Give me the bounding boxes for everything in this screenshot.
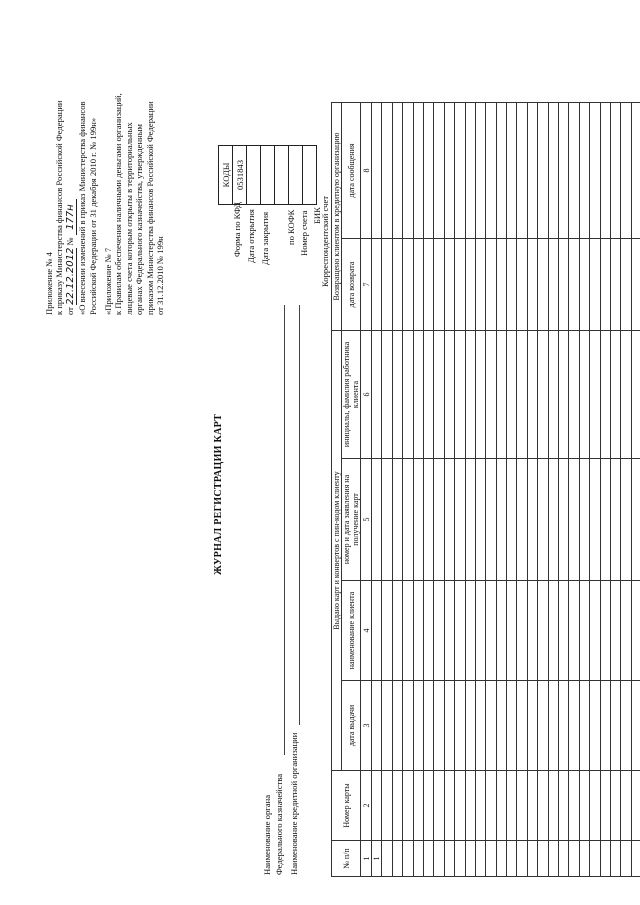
table-cell[interactable]	[382, 331, 392, 459]
table-cell[interactable]	[631, 581, 640, 681]
table-row	[455, 103, 465, 877]
table-cell[interactable]	[569, 459, 579, 581]
table-cell[interactable]	[579, 239, 589, 331]
table-cell[interactable]	[548, 239, 558, 331]
col-number: 4	[361, 581, 372, 681]
table-cell[interactable]	[413, 771, 423, 841]
col-number: 8	[361, 103, 372, 239]
table-cell[interactable]	[631, 681, 640, 771]
table-cell[interactable]	[610, 841, 620, 877]
table-row	[423, 103, 433, 877]
table-cell[interactable]	[590, 771, 600, 841]
sub-appendix-line: органах Федерального казначейства, утвержденным	[134, 124, 145, 315]
table-cell[interactable]	[517, 459, 527, 581]
table-cell[interactable]	[413, 331, 423, 459]
table-cell[interactable]	[559, 771, 569, 841]
table-cell[interactable]	[423, 239, 433, 331]
table-cell[interactable]	[392, 681, 402, 771]
table-cell[interactable]	[423, 681, 433, 771]
table-cell[interactable]	[496, 103, 506, 239]
table-cell[interactable]	[423, 841, 433, 877]
table-cell[interactable]	[465, 459, 475, 581]
table-cell[interactable]	[610, 681, 620, 771]
table-row	[590, 103, 600, 877]
table-cell[interactable]	[372, 459, 382, 581]
table-cell[interactable]	[600, 841, 610, 877]
table-cell[interactable]	[486, 581, 496, 681]
table-cell[interactable]	[423, 331, 433, 459]
table-cell[interactable]	[600, 581, 610, 681]
table-cell[interactable]	[527, 681, 537, 771]
sub-appendix-line: к Правилам обеспечения наличными деньгами организаций,	[113, 93, 124, 315]
label-credit-org: Наименование кредитной организации	[289, 732, 299, 875]
table-cell[interactable]	[434, 331, 444, 459]
table-cell[interactable]	[548, 841, 558, 877]
table-cell[interactable]	[631, 331, 640, 459]
table-cell[interactable]	[538, 239, 548, 331]
table-cell[interactable]	[507, 841, 517, 877]
table-cell[interactable]	[392, 459, 402, 581]
table-cell[interactable]	[590, 841, 600, 877]
sub-appendix-line: приказом Министерства финансов Российской Федерации	[144, 101, 155, 315]
table-cell[interactable]	[392, 771, 402, 841]
table-cell[interactable]	[527, 459, 537, 581]
col-number: 1	[361, 841, 372, 877]
table-row	[465, 103, 475, 877]
table-cell[interactable]	[548, 681, 558, 771]
table-cell[interactable]	[392, 239, 402, 331]
table-cell[interactable]	[475, 331, 485, 459]
table-cell[interactable]	[610, 771, 620, 841]
table-cell[interactable]	[590, 581, 600, 681]
table-cell[interactable]	[507, 103, 517, 239]
table-row	[538, 103, 548, 877]
table-cell[interactable]	[444, 771, 454, 841]
table-row	[600, 103, 610, 877]
table-cell[interactable]	[413, 581, 423, 681]
table-row	[444, 103, 454, 877]
table-cell[interactable]	[517, 239, 527, 331]
table-cell[interactable]	[403, 681, 413, 771]
table-cell[interactable]	[372, 239, 382, 331]
table-cell[interactable]	[392, 331, 402, 459]
table-cell[interactable]	[621, 331, 631, 459]
table-cell[interactable]	[517, 771, 527, 841]
table-cell[interactable]	[548, 771, 558, 841]
table-cell[interactable]	[590, 331, 600, 459]
table-cell[interactable]	[631, 239, 640, 331]
table-cell[interactable]	[423, 771, 433, 841]
okud-code: 0531843	[233, 146, 247, 205]
column-number-row	[361, 103, 372, 877]
table-cell[interactable]	[423, 459, 433, 581]
table-cell[interactable]	[579, 331, 589, 459]
table-row	[486, 103, 496, 877]
col-number: 5	[361, 459, 372, 581]
table-cell[interactable]	[403, 239, 413, 331]
handwritten-number: 177н	[66, 199, 77, 235]
table-cell[interactable]	[455, 771, 465, 841]
table-row	[631, 103, 640, 877]
table-cell[interactable]	[507, 459, 517, 581]
table-cell[interactable]	[475, 771, 485, 841]
codes-header: КОДЫ	[219, 146, 233, 205]
date-close-field[interactable]	[261, 146, 275, 205]
table-cell[interactable]	[507, 331, 517, 459]
table-row	[382, 103, 392, 877]
table-cell[interactable]	[631, 771, 640, 841]
col-number: 6	[361, 331, 372, 459]
table-cell[interactable]	[455, 239, 465, 331]
table-cell[interactable]	[423, 581, 433, 681]
label-form-okud: Форма по КФД	[232, 202, 242, 257]
table-cell[interactable]	[475, 239, 485, 331]
table-cell[interactable]	[475, 459, 485, 581]
appendix-line: Приложение № 4	[44, 252, 54, 315]
header-card-number: Номер карты	[332, 771, 361, 841]
table-cell[interactable]	[579, 459, 589, 581]
table-cell[interactable]	[465, 841, 475, 877]
table-row	[621, 103, 631, 877]
codes-box	[218, 145, 317, 205]
table-cell[interactable]	[569, 681, 579, 771]
table-cell[interactable]	[496, 459, 506, 581]
table-cell[interactable]	[600, 681, 610, 771]
table-row	[507, 103, 517, 877]
table-cell[interactable]	[455, 581, 465, 681]
table-cell[interactable]	[548, 459, 558, 581]
label-org-name: Наименование органа	[262, 794, 272, 875]
table-cell[interactable]	[579, 771, 589, 841]
label-kofk: по КОФК	[286, 209, 296, 245]
table-row	[527, 103, 537, 877]
table-cell[interactable]	[372, 581, 382, 681]
table-cell[interactable]	[475, 681, 485, 771]
table-row	[517, 103, 527, 877]
table-cell[interactable]	[403, 103, 413, 239]
table-row	[434, 103, 444, 877]
table-cell[interactable]	[579, 841, 589, 877]
table-cell[interactable]	[507, 239, 517, 331]
table-cell[interactable]	[559, 681, 569, 771]
table-cell[interactable]	[517, 331, 527, 459]
appendix-line: «О внесении изменений в приказ Министерства финансов	[77, 101, 88, 315]
card-register-table	[331, 102, 640, 877]
table-cell[interactable]	[569, 103, 579, 239]
date-prefix: от	[64, 307, 75, 315]
table-cell[interactable]	[444, 103, 454, 239]
appendix-line: к приказу Министерства финансов Российской Федерации	[54, 100, 65, 315]
table-cell[interactable]	[559, 103, 569, 239]
table-cell[interactable]	[621, 681, 631, 771]
table-cell[interactable]	[475, 103, 485, 239]
table-cell[interactable]	[621, 239, 631, 331]
table-cell[interactable]	[496, 681, 506, 771]
sub-appendix-line: «Приложение № 7	[103, 247, 114, 315]
table-cell[interactable]	[579, 681, 589, 771]
table-cell[interactable]	[486, 841, 496, 877]
table-cell[interactable]	[610, 331, 620, 459]
credit-org-line[interactable]	[299, 305, 300, 725]
table-cell[interactable]	[392, 841, 402, 877]
table-cell[interactable]	[496, 771, 506, 841]
table-cell[interactable]	[631, 103, 640, 239]
label-date-close: Дата закрытия	[260, 211, 270, 265]
table-cell[interactable]	[507, 581, 517, 681]
table-cell[interactable]	[621, 459, 631, 581]
table-cell[interactable]	[455, 681, 465, 771]
table-cell[interactable]	[403, 771, 413, 841]
table-cell[interactable]	[434, 103, 444, 239]
table-cell[interactable]	[382, 459, 392, 581]
table-cell[interactable]	[590, 103, 600, 239]
table-cell[interactable]	[382, 681, 392, 771]
table-cell[interactable]	[382, 239, 392, 331]
table-cell[interactable]	[538, 681, 548, 771]
table-cell[interactable]	[538, 103, 548, 239]
table-cell[interactable]	[403, 581, 413, 681]
table-cell[interactable]	[475, 581, 485, 681]
table-cell[interactable]	[486, 459, 496, 581]
col-number: 2	[361, 771, 372, 841]
header-return-date: дата возврата	[342, 239, 361, 331]
table-cell[interactable]	[465, 331, 475, 459]
table-cell[interactable]	[590, 681, 600, 771]
table-cell[interactable]	[569, 331, 579, 459]
label-bik: БИК	[312, 207, 322, 224]
table-cell[interactable]	[631, 841, 640, 877]
table-cell[interactable]	[382, 771, 392, 841]
kofk-field[interactable]	[275, 146, 289, 205]
table-row	[392, 103, 402, 877]
header-issue-date: дата выдачи	[342, 681, 361, 771]
table-cell[interactable]	[465, 581, 475, 681]
table-cell[interactable]	[403, 841, 413, 877]
label-org-name-2: Федерального казначейства	[274, 773, 284, 875]
table-cell[interactable]	[569, 581, 579, 681]
appendix-line	[65, 93, 77, 315]
table-cell[interactable]	[548, 581, 558, 681]
table-cell[interactable]	[527, 331, 537, 459]
document-title: ЖУРНАЛ РЕГИСТРАЦИИ КАРТ	[213, 413, 224, 575]
table-cell[interactable]	[455, 841, 465, 877]
label-date-open: Дата открытия	[246, 209, 256, 263]
table-row	[610, 103, 620, 877]
table-cell[interactable]	[486, 331, 496, 459]
table-cell[interactable]	[610, 103, 620, 239]
table-cell[interactable]	[548, 103, 558, 239]
table-cell[interactable]	[600, 331, 610, 459]
table-cell[interactable]	[631, 459, 640, 581]
table-cell[interactable]	[423, 103, 433, 239]
table-cell[interactable]	[621, 103, 631, 239]
table-cell[interactable]	[517, 581, 527, 681]
table-cell[interactable]	[600, 103, 610, 239]
table-cell[interactable]	[600, 771, 610, 841]
table-cell[interactable]	[372, 771, 382, 841]
org-name-line[interactable]	[284, 305, 285, 755]
table-cell[interactable]	[465, 103, 475, 239]
table-cell[interactable]	[434, 771, 444, 841]
table-cell[interactable]	[527, 581, 537, 681]
table-cell[interactable]	[434, 681, 444, 771]
table-row	[372, 103, 382, 877]
table-cell[interactable]	[507, 681, 517, 771]
bik-field[interactable]	[303, 146, 317, 205]
table-cell[interactable]	[538, 581, 548, 681]
table-cell[interactable]	[434, 459, 444, 581]
table-cell[interactable]	[548, 331, 558, 459]
table-cell[interactable]	[559, 331, 569, 459]
table-cell[interactable]	[517, 103, 527, 239]
table-cell[interactable]	[610, 581, 620, 681]
table-cell[interactable]	[455, 331, 465, 459]
table-cell[interactable]	[569, 841, 579, 877]
table-cell[interactable]	[413, 103, 423, 239]
header-app-number: номер и дата заявления на получение карт	[342, 459, 361, 581]
header-employee: инициалы, фамилия работника клиента	[342, 331, 361, 459]
table-cell[interactable]	[444, 841, 454, 877]
table-cell[interactable]	[403, 459, 413, 581]
table-cell[interactable]	[372, 103, 382, 239]
table-cell[interactable]	[455, 459, 465, 581]
table-cell[interactable]	[538, 771, 548, 841]
table-cell[interactable]	[465, 771, 475, 841]
table-cell[interactable]	[579, 581, 589, 681]
table-cell[interactable]	[486, 681, 496, 771]
col-number: 3	[361, 681, 372, 771]
table-cell[interactable]	[444, 331, 454, 459]
table-cell[interactable]	[496, 239, 506, 331]
number-prefix: №	[64, 237, 75, 246]
table-cell[interactable]	[413, 681, 423, 771]
table-cell[interactable]	[559, 459, 569, 581]
table-cell[interactable]	[392, 581, 402, 681]
table-cell[interactable]	[527, 103, 537, 239]
table-cell[interactable]	[382, 103, 392, 239]
table-cell[interactable]	[621, 581, 631, 681]
table-cell[interactable]	[444, 681, 454, 771]
table-cell[interactable]	[382, 841, 392, 877]
table-cell[interactable]	[559, 841, 569, 877]
table-cell[interactable]	[621, 841, 631, 877]
table-cell[interactable]	[538, 459, 548, 581]
date-open-field[interactable]	[247, 146, 261, 205]
table-cell[interactable]	[486, 771, 496, 841]
header-group-returned: Возвращено клиентом в кредитную организацию	[332, 103, 342, 331]
sub-appendix-line: лицевые счета которым открыты в территориальных	[123, 122, 134, 315]
table-cell[interactable]	[465, 681, 475, 771]
table-cell[interactable]	[413, 459, 423, 581]
table-cell[interactable]	[382, 581, 392, 681]
appendix-header	[44, 93, 165, 315]
table-cell[interactable]	[569, 771, 579, 841]
table-row	[496, 103, 506, 877]
table-cell[interactable]	[413, 841, 423, 877]
col-number: 7	[361, 239, 372, 331]
table-cell[interactable]	[538, 841, 548, 877]
table-cell[interactable]	[434, 239, 444, 331]
table-cell[interactable]	[559, 581, 569, 681]
table-cell[interactable]	[579, 103, 589, 239]
table-cell[interactable]	[527, 841, 537, 877]
table-cell[interactable]	[569, 239, 579, 331]
table-cell[interactable]	[610, 239, 620, 331]
table-cell[interactable]	[475, 841, 485, 877]
table-cell[interactable]	[434, 841, 444, 877]
label-account-number: Номер счета	[299, 210, 309, 256]
table-cell[interactable]	[372, 681, 382, 771]
header-group-issued: Выдано карт и конвертов с пин-кодом клиенту	[332, 331, 342, 771]
table-row	[579, 103, 589, 877]
handwritten-date: 22.12.2012	[64, 247, 76, 305]
table-cell[interactable]	[392, 103, 402, 239]
table-cell[interactable]	[444, 581, 454, 681]
table-cell[interactable]	[496, 841, 506, 877]
table-cell[interactable]	[527, 771, 537, 841]
table-cell[interactable]	[621, 771, 631, 841]
table-cell[interactable]	[610, 459, 620, 581]
table-cell[interactable]	[413, 239, 423, 331]
table-cell[interactable]	[465, 239, 475, 331]
label-corr-account: Корреспондентский счет	[320, 195, 330, 287]
table-cell[interactable]	[455, 103, 465, 239]
sub-appendix-line: от 31.12.2010 № 199н	[155, 236, 166, 315]
table-cell[interactable]	[496, 331, 506, 459]
table-cell[interactable]	[403, 331, 413, 459]
table-cell[interactable]	[372, 331, 382, 459]
header-client-name: наименование клиента	[342, 581, 361, 681]
table-cell[interactable]	[486, 103, 496, 239]
table-cell[interactable]	[600, 239, 610, 331]
table-cell[interactable]	[590, 239, 600, 331]
table-cell[interactable]	[600, 459, 610, 581]
table-row	[569, 103, 579, 877]
table-row	[548, 103, 558, 877]
table-row	[413, 103, 423, 877]
table-cell[interactable]	[538, 331, 548, 459]
table-row	[403, 103, 413, 877]
header-num: № п/п	[332, 841, 361, 877]
table-cell[interactable]	[517, 841, 527, 877]
table-cell[interactable]	[559, 239, 569, 331]
table-cell[interactable]	[444, 459, 454, 581]
table-cell[interactable]	[434, 581, 444, 681]
table-cell[interactable]	[507, 771, 517, 841]
table-cell[interactable]	[496, 581, 506, 681]
account-number-field[interactable]	[289, 146, 303, 205]
table-cell[interactable]	[527, 239, 537, 331]
table-cell[interactable]	[444, 239, 454, 331]
table-row	[475, 103, 485, 877]
table-cell[interactable]	[590, 459, 600, 581]
appendix-line: Российской Федерации от 31 декабря 2010 г. № 199н»	[87, 117, 98, 315]
row-number: 1	[372, 841, 382, 877]
table-row	[559, 103, 569, 877]
table-cell[interactable]	[486, 239, 496, 331]
table-cell[interactable]	[517, 681, 527, 771]
header-message-date: дата сообщения	[342, 103, 361, 239]
